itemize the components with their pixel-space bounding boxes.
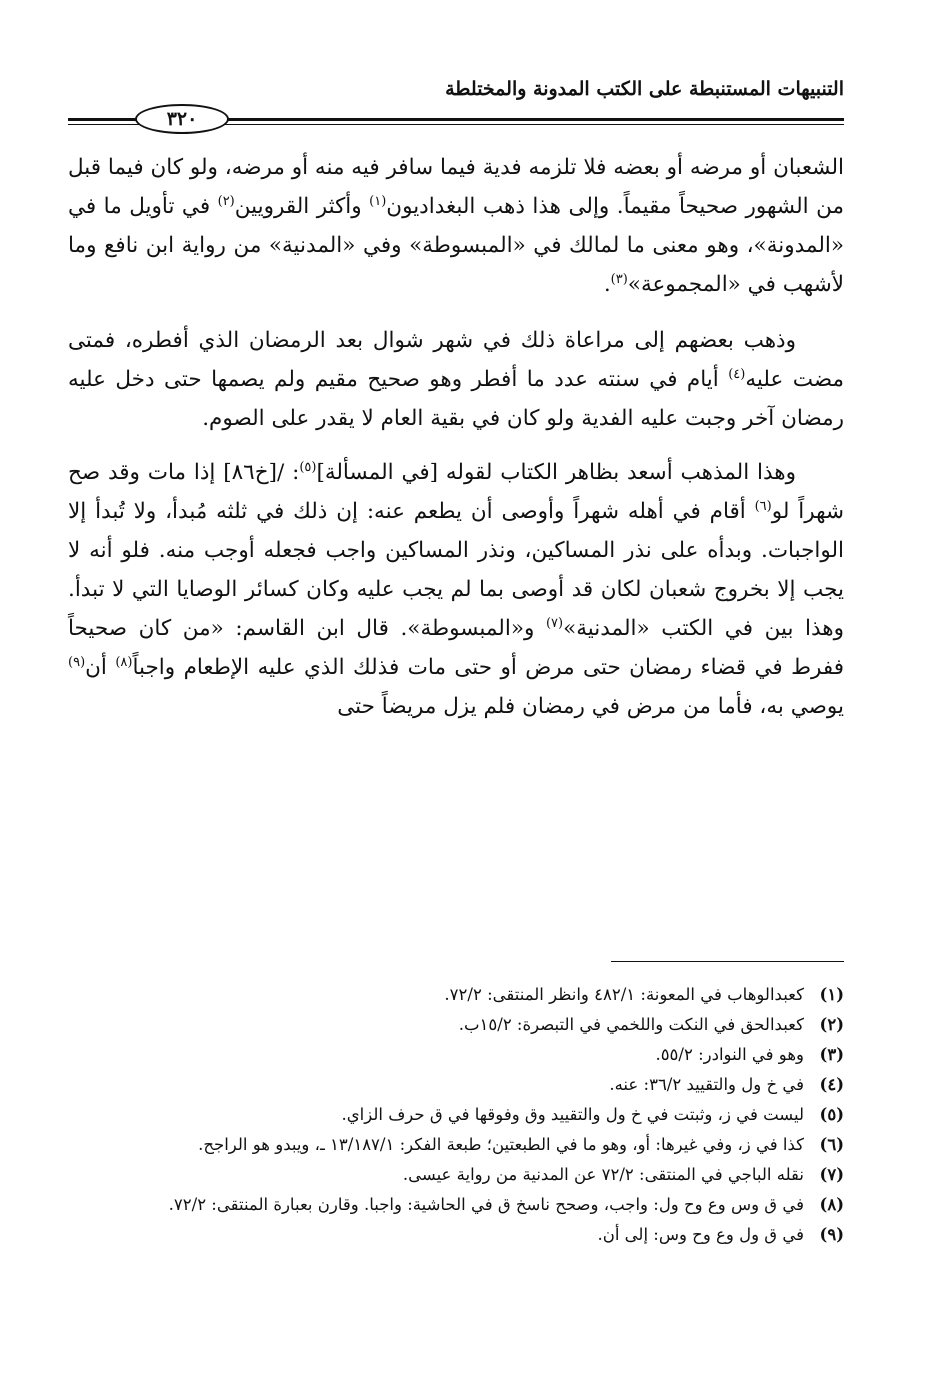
footnote-ref: (٩)	[68, 654, 86, 670]
footnote-text: في ق ول وع وح وس: إلى أن.	[597, 1225, 804, 1244]
footnote-ref: (٢)	[217, 193, 235, 209]
footnote-number: (٤)	[819, 1075, 844, 1094]
footnote-ref: (٤)	[728, 366, 746, 382]
footnote-text: نقله الباجي في المنتقى: ٧٢/٢ عن المدنية من رواية عيسى.	[402, 1165, 804, 1184]
page-header	[68, 68, 844, 128]
footnote-item	[68, 1070, 844, 1100]
footnote-number: (١)	[819, 985, 844, 1004]
footnote-item	[68, 1160, 844, 1190]
footnote-text: ليست في ز، وثبتت في خ ول والتقييد وق وفوقها في ق حرف الزاي.	[341, 1105, 804, 1124]
footnote-text: كذا في ز، وفي غيرها: أو، وهو ما في الطبعتين؛ طبعة الفكر: ١٣/١٨٧/١ ـ، ويبدو هو الراجح.	[198, 1135, 804, 1154]
text-run: .	[603, 272, 611, 297]
footnote-ref: (٥)	[299, 459, 317, 475]
footnote-number: (٩)	[819, 1225, 844, 1244]
text-run: أن	[85, 655, 116, 680]
footnote-number: (٦)	[819, 1135, 844, 1154]
main-text	[68, 148, 844, 726]
footnote-item	[68, 1220, 844, 1250]
footnote-text: وهو في النوادر: ٥٥/٢.	[655, 1045, 804, 1064]
footnote-item	[68, 980, 844, 1010]
page-number: ٣٢٠	[135, 104, 229, 134]
text-run: وهذا المذهب أسعد بظاهر الكتاب لقوله [في المسألة]	[316, 460, 796, 485]
text-run: و«المبسوطة». قال ابن القاسم: «من كان صحيحاً ففرط في قضاء رمضان حتى مرض أو حتى مات فذلك الذي عليه الإطعام واجباً	[68, 616, 844, 680]
footnote-number: (٧)	[819, 1165, 844, 1184]
text-run: أيام في سنته عدد ما أفطر وهو صحيح مقيم ولم يصمها حتى دخل عليه رمضان آخر وجبت عليه الفدية ولو كان في بقية العام لا يقدر على الصوم.	[68, 367, 844, 431]
paragraph-2	[68, 321, 844, 438]
text-run: وذهب بعضهم إلى مراعاة ذلك في شهر شوال بعد الرمضان الذي أفطره، فمتى مضت عليه	[68, 328, 844, 392]
text-run: أقام في أهله شهراً وأوصى أن يطعم عنه: إن ذلك في ثلثه مُبدأ، ولا تُبدأ إلا الواجبات. وبدأه على نذر المساكين، ونذر المساكين واجب فجعله أوجب منه. فلو أنه لا يجب إلا بخروج شعبان لكان قد أوصى بما لم يجب عليه وكان كسائر الوصايا التي لا تبدأ. وهذا بين في الكتب «المدنية»	[68, 499, 844, 641]
footnote-text: في ق وس وع وح ول: واجب، وصحح ناسخ ق في الحاشية: واجبا. وقارن بعبارة المنتقى: ٧٢/٢.	[168, 1195, 804, 1214]
paragraph-1	[68, 148, 844, 304]
paragraph-3	[68, 453, 844, 726]
footnote-ref: (٧)	[545, 615, 564, 631]
footnote-item	[68, 1130, 844, 1160]
footnote-text: كعبدالحق في النكت واللخمي في التبصرة: ١٥/٢ب.	[458, 1015, 804, 1034]
footnote-number: (٣)	[819, 1045, 844, 1064]
text-run: : /[خ٨٦] إذا مات وقد صح شهراً لو	[68, 460, 844, 524]
footnote-separator	[611, 961, 844, 962]
footnote-number: (٢)	[819, 1015, 844, 1034]
footnote-ref: (١)	[369, 193, 387, 209]
footnote-ref: (٣)	[610, 271, 628, 287]
text-run: وأكثر القرويين	[234, 194, 370, 219]
footnote-text: كعبدالوهاب في المعونة: ٤٨٢/١ وانظر المنتقى: ٧٢/٢.	[444, 985, 804, 1004]
footnotes	[68, 980, 844, 1250]
footnote-ref: (٦)	[754, 498, 772, 514]
text-run: الشعبان أو مرضه أو بعضه فلا تلزمه فدية فيما سافر فيه منه أو مرضه، ولو كان فيما قبل من الشهور صحيحاً مقيماً. وإلى هذا ذهب البغداديون	[68, 155, 844, 219]
book-page	[68, 68, 844, 1358]
footnote-number: (٨)	[819, 1195, 844, 1214]
footnote-item	[68, 1190, 844, 1220]
footnote-number: (٥)	[819, 1105, 844, 1124]
text-run: يوصي به، فأما من مرض في رمضان فلم يزل مريضاً حتى	[337, 694, 844, 719]
text-run: في تأويل ما في «المدونة»، وهو معنى ما لمالك في «المبسوطة» وفي «المدنية» من رواية ابن نافع وما لأشهب في «المجموعة»	[68, 194, 844, 297]
footnote-item	[68, 1040, 844, 1070]
running-title: التنبيهات المستنبطة على الكتب المدونة والمختلطة	[445, 78, 844, 100]
footnote-text: في خ ول والتقييد ٣٦/٢: عنه.	[609, 1075, 804, 1094]
footnote-item	[68, 1010, 844, 1040]
footnote-ref: (٨)	[115, 654, 133, 670]
footnote-item	[68, 1100, 844, 1130]
